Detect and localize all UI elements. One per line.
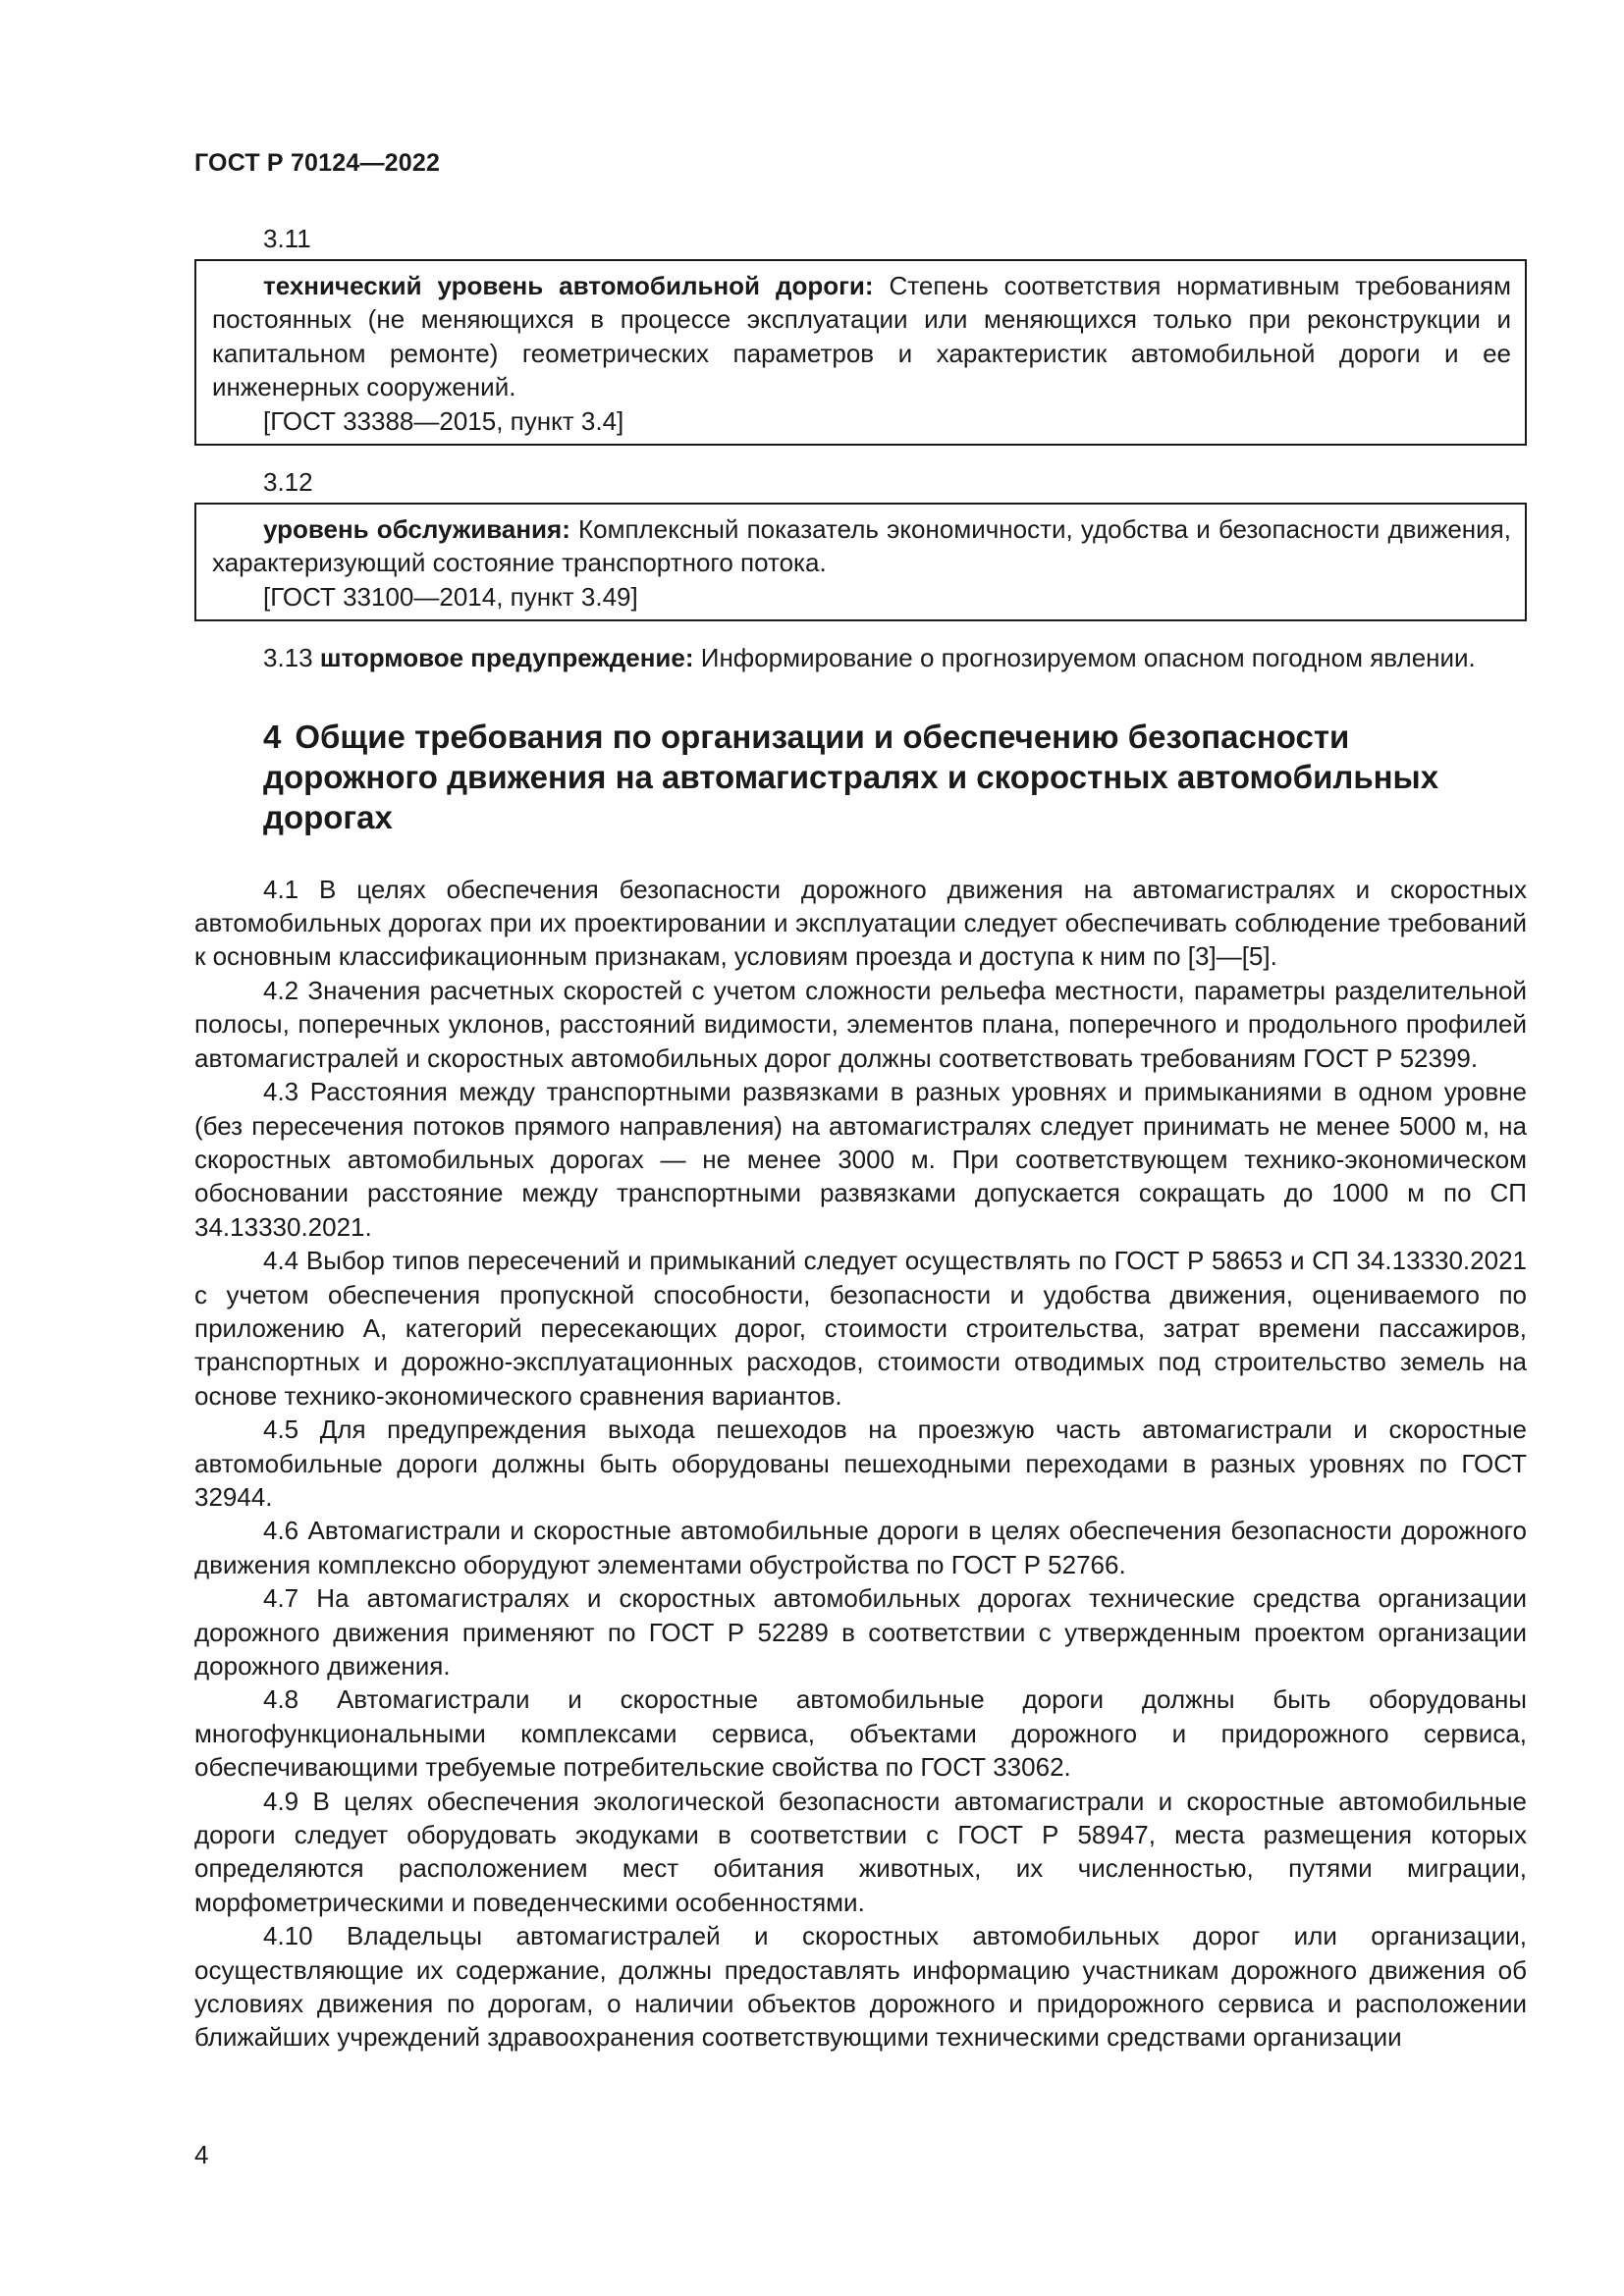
term-reference-3-12: [ГОСТ 33100—2014, пункт 3.49] <box>263 581 638 612</box>
paragraph-4-3: 4.3 Расстояния между транспортными развязками в разных уровнях и примыканиями в одном уровне (без пересечения потоков прямого направления) на автомагистралях следует принимать не менее 5000 м, на скоростных автомобильных дорогах — не менее 3000 м. При соответствующем технико-экономическом обосновании расстояние между транспортными развязками допускается сокращать до 1000 м по СП 34.13330.2021. <box>194 1077 1527 1242</box>
paragraph-4-7: 4.7 На автомагистралях и скоростных автомобильных дорогах технические средства организации дорожного движения применяют по ГОСТ Р 52289 в соответствии с утвержденным проектом организации дорожного движения. <box>194 1583 1527 1681</box>
term-definition-3-12 <box>212 512 1511 580</box>
section-title: Общие требования по организации и обеспечению безопасности дорожного движения на автомагистралях и скоростных автомобильных дорогах <box>263 718 1439 835</box>
term-title-3-12: уровень обслуживания: <box>263 514 570 545</box>
term-reference-3-11: [ГОСТ 33388—2015, пункт 3.4] <box>263 405 624 436</box>
term-text-3-11: Степень соответствия нормативным требованиям постоянных (не меняющихся в процессе эксплуатации или меняющихся только при реконструкции и капитальном ремонте) геометрических параметров и характеристик автомобильной дороги и ее инженерных сооружений. <box>212 271 1511 402</box>
term-box-3-12 <box>194 503 1527 621</box>
document-body <box>194 222 1527 2055</box>
paragraph-4-9: 4.9 В целях обеспечения экологической безопасности автомагистрали и скоростные автомобильные дороги следует оборудовать экодуками в соответствии с ГОСТ Р 58947, места размещения которых определяются расположением мест обитания животных, их численностью, путями миграции, морфометрическими и поведенческими особенностями. <box>194 1786 1527 1917</box>
paragraph-4-1: 4.1 В целях обеспечения безопасности дорожного движения на автомагистралях и скоростных автомобильных дорогах при их проектировании и эксплуатации следует обеспечивать соблюдение требований к основным классификационным признакам, условиям проезда и доступа к ним по [3]—[5]. <box>194 874 1527 972</box>
page-header-doc-code: ГОСТ Р 70124—2022 <box>194 149 441 177</box>
paragraph-4-6: 4.6 Автомагистрали и скоростные автомобильные дороги в целях обеспечения безопасности дорожного движения комплексно оборудуют элементами обустройства по ГОСТ Р 52766. <box>194 1516 1527 1579</box>
term-number-3-13: 3.13 <box>263 643 320 673</box>
paragraph-4-5: 4.5 Для предупреждения выхода пешеходов на проезжую часть автомагистрали и скоростные автомобильные дороги должны быть оборудованы пешеходными переходами в разных уровнях по ГОСТ 32944. <box>194 1415 1527 1512</box>
paragraph-4-10: 4.10 Владельцы автомагистралей и скоростных автомобильных дорог или организации, осуществляющие их содержание, должны предоставлять информацию участникам дорожного движения об условиях движения по дорогам, о наличии объектов дорожного и придорожного сервиса и расположении ближайших учреждений здравоохранения соответствующими техническими средствами организации <box>194 1921 1527 2053</box>
term-title-3-11: технический уровень автомобильной дороги: <box>263 271 874 300</box>
term-box-3-11 <box>194 259 1527 446</box>
term-text-3-12: Комплексный показатель экономичности, удобства и безопасности движения, характеризующий состояние транспортного потока. <box>212 514 1511 578</box>
section-number: 4 <box>263 718 282 755</box>
term-number-3-11: 3.11 <box>263 224 311 253</box>
term-number-3-12: 3.12 <box>263 467 313 498</box>
paragraph-4-8: 4.8 Автомагистрали и скоростные автомобильные дороги должны быть оборудованы многофункциональными комплексами сервиса, объектами дорожного и придорожного сервиса, обеспечивающими требуемые потребительские свойства по ГОСТ 33062. <box>194 1684 1527 1783</box>
section-heading-4 <box>194 717 1527 837</box>
page-number: 4 <box>194 2140 209 2169</box>
term-definition-3-11 <box>212 269 1511 404</box>
paragraph-4-2: 4.2 Значения расчетных скоростей с учетом сложности рельефа местности, параметры разделительной полосы, поперечных уклонов, расстояний видимости, элементов плана, поперечного и продольного профилей автомагистралей и скоростных автомобильных дорог должны соответствовать требованиям ГОСТ Р 52399. <box>194 975 1527 1073</box>
term-title-3-13: штормовое предупреждение: <box>319 643 694 673</box>
paragraph-4-4: 4.4 Выбор типов пересечений и примыканий следует осуществлять по ГОСТ Р 58653 и СП 34.13330.2021 с учетом обеспечения пропускной способности, безопасности и удобства движения, оцениваемого по приложению А, категорий пересекающих дорог, стоимости строительства, затрат времени пассажиров, транспортных и дорожно-эксплуатационных расходов, стоимости отводимых под строительство земель на основе технико-экономического сравнения вариантов. <box>194 1246 1527 1411</box>
term-3-13 <box>194 641 1527 674</box>
term-text-3-13: Информирование о прогнозируемом опасном погодном явлении. <box>693 643 1476 673</box>
